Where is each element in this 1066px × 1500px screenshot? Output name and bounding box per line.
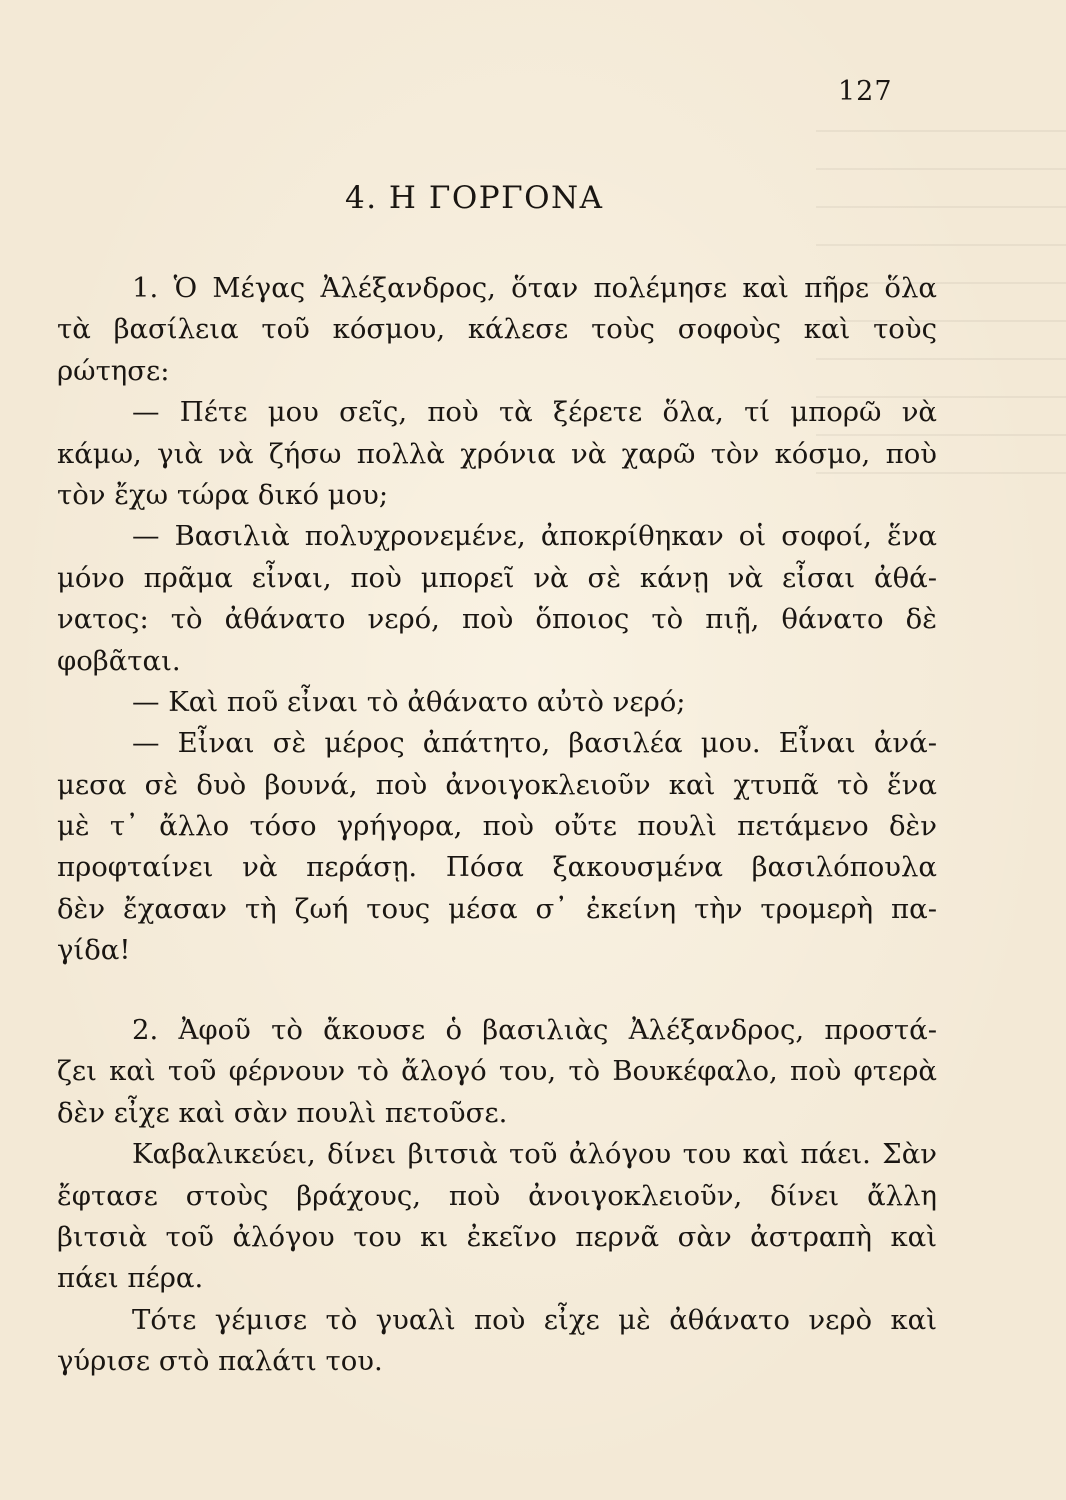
text-line: γύρισε στὸ παλάτι του. (57, 1345, 383, 1378)
text-line: νατος: τὸ ἀθάνατο νερό, ποὺ ὅποιος τὸ πιῇ, θάνατο δὲ (57, 603, 937, 636)
chapter-title: 4. Η ΓΟΡΓΟΝΑ (345, 180, 604, 216)
text-line: τὰ βασίλεια τοῦ κόσμου, κάλεσε τοὺς σοφοὺς καὶ τοὺς (57, 313, 937, 346)
text-line: μὲ τ᾿ ἄλλο τόσο γρήγορα, ποὺ οὔτε πουλὶ πετάμενο δὲν (57, 810, 937, 843)
text-line: ἔφτασε στοὺς βράχους, ποὺ ἀνοιγοκλειοῦν, δίνει ἄλλη (57, 1179, 937, 1212)
text-line: δὲν εἶχε καὶ σὰν πουλὶ πετοῦσε. (57, 1096, 508, 1129)
text-line: ζει καὶ τοῦ φέρνουν τὸ ἄλογό του, τὸ Βουκέφαλο, ποὺ φτερὰ (57, 1055, 937, 1088)
text-line: ρώτησε: (57, 354, 170, 387)
text-line: Τότε γέμισε τὸ γυαλὶ ποὺ εἶχε μὲ ἀθάνατο νερὸ καὶ (132, 1303, 937, 1336)
text-line: 1. Ὁ Μέγας Ἀλέξανδρος, ὅταν πολέμησε καὶ πῆρε ὅλα (132, 272, 937, 304)
text-line: μεσα σὲ δυὸ βουνά, ποὺ ἀνοιγοκλειοῦν καὶ χτυπᾶ τὸ ἕνα (57, 768, 937, 801)
text-line: — Πέτε μου σεῖς, ποὺ τὰ ξέρετε ὅλα, τί μπορῶ νὰ (132, 396, 937, 429)
section-1-text (57, 268, 937, 972)
text-line: κάμω, γιὰ νὰ ζήσω πολλὰ χρόνια νὰ χαρῶ τὸν κόσμο, ποὺ (57, 437, 937, 470)
text-line: τὸν ἔχω τώρα δικό μου; (57, 478, 389, 511)
text-line: 2. Ἀφοῦ τὸ ἄκουσε ὁ βασιλιὰς Ἀλέξανδρος, προστά- (132, 1014, 937, 1046)
text-line: — Καὶ ποῦ εἶναι τὸ ἀθάνατο αὐτὸ νερό; (132, 685, 686, 718)
text-line: — Εἶναι σὲ μέρος ἀπάτητο, βασιλέα μου. Εἶναι ἀνά- (132, 727, 937, 760)
text-line: γίδα! (57, 934, 131, 967)
text-line: προφταίνει νὰ περάσῃ. Πόσα ξακουσμένα βασιλόπουλα (57, 851, 937, 884)
page-number: 127 (838, 76, 893, 107)
text-line: βιτσιὰ τοῦ ἀλόγου του κι ἐκεῖνο περνᾶ σὰν ἀστραπὴ καὶ (57, 1220, 937, 1253)
text-line: πάει πέρα. (57, 1262, 204, 1295)
text-line: μόνο πρᾶμα εἶναι, ποὺ μπορεῖ νὰ σὲ κάνῃ νὰ εἶσαι ἀθά- (57, 561, 937, 594)
text-line: Καβαλικεύει, δίνει βιτσιὰ τοῦ ἀλόγου του καὶ πάει. Σὰν (132, 1138, 937, 1171)
section-2-text (57, 1010, 937, 1383)
text-line: δὲν ἔχασαν τὴ ζωή τους μέσα σ᾿ ἐκείνη τὴν τρομερὴ πα- (57, 892, 937, 925)
text-line: φοβᾶται. (57, 644, 181, 677)
text-line: — Βασιλιὰ πολυχρονεμένε, ἀποκρίθηκαν οἱ σοφοί, ἕνα (132, 520, 937, 553)
